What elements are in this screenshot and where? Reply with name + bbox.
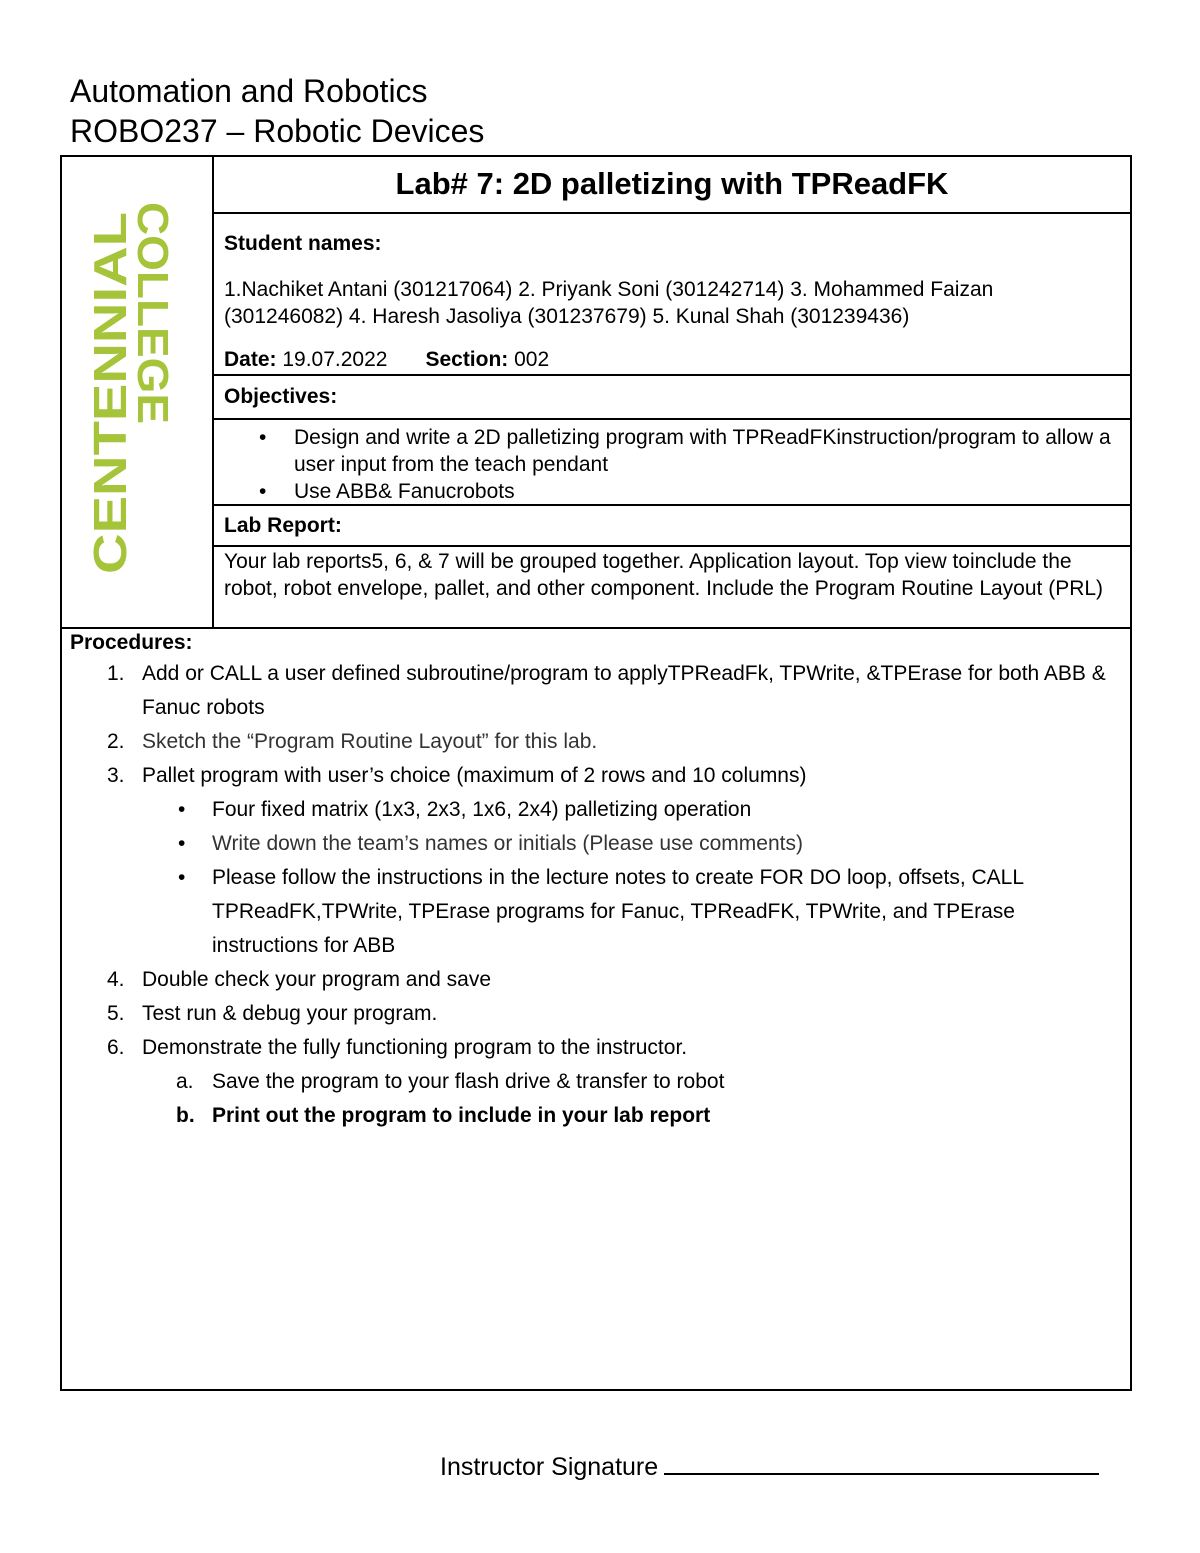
date-section-line <box>224 348 549 372</box>
procedure-substep <box>62 1099 1122 1133</box>
signature-line[interactable] <box>664 1447 1099 1475</box>
college-logo <box>62 157 212 627</box>
procedures-label: Procedures: <box>70 631 193 654</box>
substep-text: Please follow the instructions in the lecture notes to create FOR DO loop, offsets, CALL TPReadFK,TPWrite, TPErase programs for Fanuc, TPReadFK, TPWrite, and TPErase instructions for ABB <box>212 866 1024 957</box>
procedure-substep <box>62 793 1122 827</box>
procedure-substep <box>62 827 1122 861</box>
procedure-step <box>62 997 1122 1031</box>
procedures-section <box>62 627 1130 1389</box>
lab-title-row <box>214 157 1130 214</box>
objectives-label-row <box>214 376 1130 420</box>
logo-word-college: COLLEGE <box>128 202 177 415</box>
step-number: 6. <box>107 1036 125 1059</box>
step-text: Add or CALL a user defined subroutine/program to applyTPReadFk, TPWrite, &TPErase for both ABB & Fanuc robots <box>142 662 1106 719</box>
step-number: 5. <box>107 1002 125 1025</box>
logo-word-centennial: CENTENNIAL <box>84 277 136 574</box>
procedures-list <box>62 657 1122 1133</box>
college-logo-cell <box>62 157 214 627</box>
substep-text: Save the program to your flash drive & transfer to robot <box>212 1070 725 1093</box>
students-row <box>214 214 1130 376</box>
substep-text: Four fixed matrix (1x3, 2x3, 1x6, 2x4) palletizing operation <box>212 798 752 821</box>
procedure-step <box>62 657 1122 725</box>
procedure-substep <box>62 1065 1122 1099</box>
signature-label: Instructor Signature <box>440 1453 659 1481</box>
lab-report-label-row <box>214 506 1130 547</box>
step-number: 3. <box>107 764 125 787</box>
section-value: 002 <box>508 348 550 371</box>
substep-text: Write down the team’s names or initials (Please use comments) <box>212 832 803 855</box>
procedure-step <box>62 759 1122 793</box>
lab-report-text: Your lab reports5, 6, & 7 will be grouped together. Application layout. Top view toinclude the robot, robot envelope, pallet, and other component. Include the Program Routine Layout (PRL) <box>224 550 1104 600</box>
objectives-list <box>224 424 1114 505</box>
lab-sheet-table <box>60 155 1132 1391</box>
lab-report-label: Lab Report: <box>224 514 342 537</box>
step-text: Pallet program with user’s choice (maximum of 2 rows and 10 columns) <box>142 764 807 787</box>
step-text: Double check your program and save <box>142 968 492 991</box>
bullet-icon: • <box>178 798 186 821</box>
procedure-step <box>62 725 1122 759</box>
date-label: Date: <box>224 348 277 371</box>
date-value: 19.07.2022 <box>276 348 388 371</box>
objectives-row <box>214 420 1130 506</box>
procedure-step <box>62 1031 1122 1065</box>
section-label: Section: <box>425 348 509 371</box>
lab-title: Lab# 7: 2D palletizing with TPReadFK <box>395 166 949 201</box>
step-text: Demonstrate the fully functioning program to the instructor. <box>142 1036 688 1059</box>
step-text: Sketch the “Program Routine Layout” for this lab. <box>142 730 598 753</box>
lab-report-row <box>214 547 1130 627</box>
step-number: 4. <box>107 968 125 991</box>
objective-item: • Design and write a 2D palletizing program with TPReadFKinstruction/program to allow a user input from the teach pendant <box>224 424 1114 478</box>
course-program-title: Automation and Robotics <box>70 73 428 109</box>
lab-info-panel <box>214 157 1130 627</box>
step-number: 1. <box>107 662 125 685</box>
objective-item: • Use ABB& Fanucrobots <box>224 478 1114 505</box>
instructor-signature <box>440 1447 1099 1482</box>
students-label: Student names: <box>224 232 382 255</box>
procedure-substep <box>62 861 1122 963</box>
students-list: 1.Nachiket Antani (301217064) 2. Priyank Soni (301242714) 3. Mohammed Faizan (301246082) 4. Haresh Jasoliya (301237679) 5. Kunal Shah (301239436) <box>224 278 994 328</box>
step-number: 2. <box>107 730 125 753</box>
substep-letter: b. <box>176 1104 195 1127</box>
substep-text: Print out the program to include in your lab report <box>212 1104 711 1127</box>
substep-letter: a. <box>176 1070 194 1093</box>
course-code-title: ROBO237 – Robotic Devices <box>70 113 485 149</box>
step-text: Test run & debug your program. <box>142 1002 438 1025</box>
objectives-label: Objectives: <box>224 385 338 408</box>
procedure-step <box>62 963 1122 997</box>
bullet-icon: • <box>178 866 186 889</box>
bullet-icon: • <box>178 832 186 855</box>
